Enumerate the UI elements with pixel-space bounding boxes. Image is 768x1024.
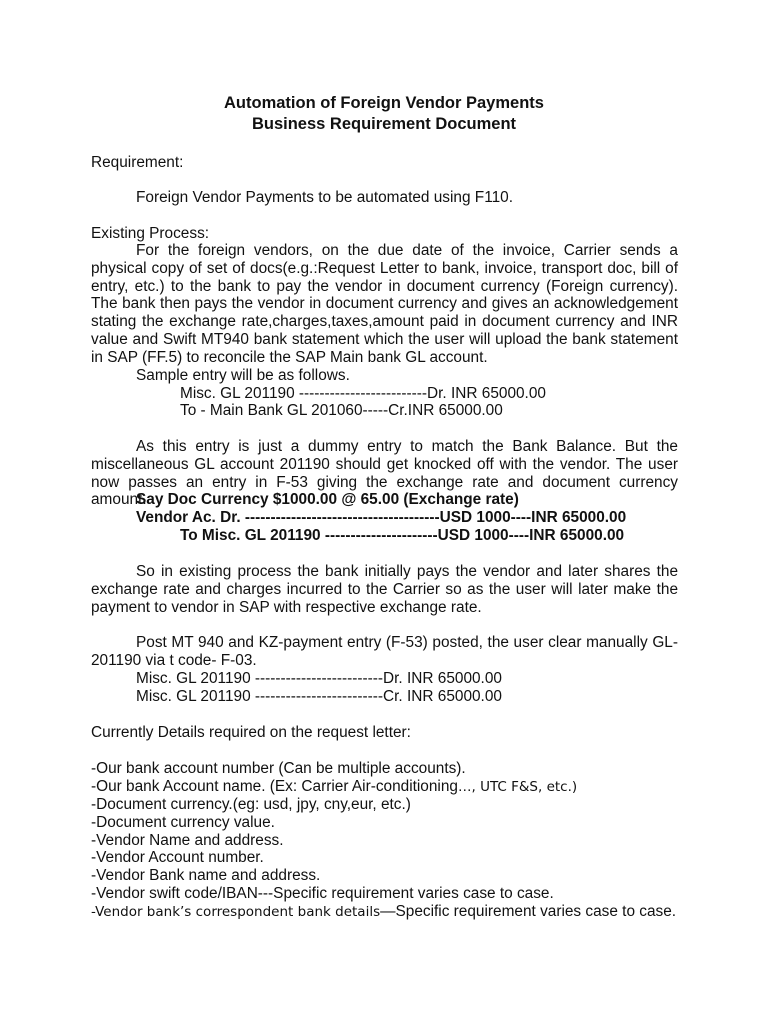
requirement-text: Foreign Vendor Payments to be automated using F110. [136, 189, 514, 206]
clearing-entry-debit: Misc. GL 201190 -------------------------Dr. INR 65000.00 [136, 670, 502, 687]
list-item: -Vendor swift code/IBAN---Specific requirement varies case to case. [91, 885, 554, 902]
list-item-text: -Our bank Account name. (Ex: Carrier Air-conditioning [91, 778, 458, 795]
doc-currency-line: Say Doc Currency $1000.00 @ 65.00 (Exchange rate) [136, 491, 519, 508]
request-letter-heading: Currently Details required on the request letter: [91, 724, 411, 741]
list-item: -Vendor Account number. [91, 849, 264, 866]
list-item-suffix: —Specific requirement varies case to case. [380, 903, 677, 920]
document-subtitle: Business Requirement Document [251, 115, 517, 133]
sample-entry-debit: Misc. GL 201190 -------------------------Dr. INR 65000.00 [180, 385, 546, 402]
clearing-entry-credit: Misc. GL 201190 -------------------------Cr. INR 65000.00 [136, 688, 502, 705]
vendor-debit-line: Vendor Ac. Dr. --------------------------------------USD 1000----INR 65000.00 [136, 509, 627, 526]
list-item [91, 903, 676, 922]
existing-process-paragraph: For the foreign vendors, on the due date of the invoice, Carrier sends a physical copy of set of docs(e.g.:Request Letter to bank, invoice, transport doc, bill of entry, etc.) to the bank to pay the vendor in document currency (Foreign currency). The bank then pays the vendor in document currency and gives an acknowledgement stating the exchange rate,charges,taxes,amount paid in document currency and INR value and Swift MT940 bank statement which the user will upload the bank statement in SAP (FF.5) to reconcile the SAP Main bank GL account. [91, 242, 678, 366]
list-item: -Vendor Bank name and address. [91, 867, 321, 884]
misc-gl-credit-line: To Misc. GL 201190 ----------------------USD 1000----INR 65000.00 [180, 527, 625, 544]
list-item-suffix: …, UTC F&S, etc.) [457, 779, 578, 795]
existing-process-heading: Existing Process: [91, 225, 210, 242]
sample-entry-intro: Sample entry will be as follows. [136, 367, 350, 384]
document-title: Automation of Foreign Vendor Payments [224, 94, 544, 112]
list-item: -Our bank account number (Can be multiple accounts). [91, 760, 466, 777]
sample-entry-credit: To - Main Bank GL 201060-----Cr.INR 65000.00 [180, 402, 503, 419]
post-mt940-paragraph: Post MT 940 and KZ-payment entry (F-53) posted, the user clear manually GL-201190 via t code- F-03. [91, 634, 678, 669]
list-item: -Vendor Name and address. [91, 832, 284, 849]
requirement-heading: Requirement: [91, 154, 184, 171]
list-item: -Document currency.(eg: usd, jpy, cny,eur, etc.) [91, 796, 411, 813]
list-item-text: -Vendor bank’s correspondent bank details [91, 904, 381, 920]
list-item: -Document currency value. [91, 814, 275, 831]
existing-process-summary: So in existing process the bank initially pays the vendor and later shares the exchange rate and charges incurred to the Carrier so as the user will later make the payment to vendor in SAP with respective exchange rate. [91, 563, 678, 616]
dummy-entry-paragraph: As this entry is just a dummy entry to match the Bank Balance. But the miscellaneous GL account 201190 should get knocked off with the vendor. The user now passes an entry in F-53 giving the exchange rate and document currency amount. [91, 438, 678, 509]
list-item [91, 778, 577, 797]
